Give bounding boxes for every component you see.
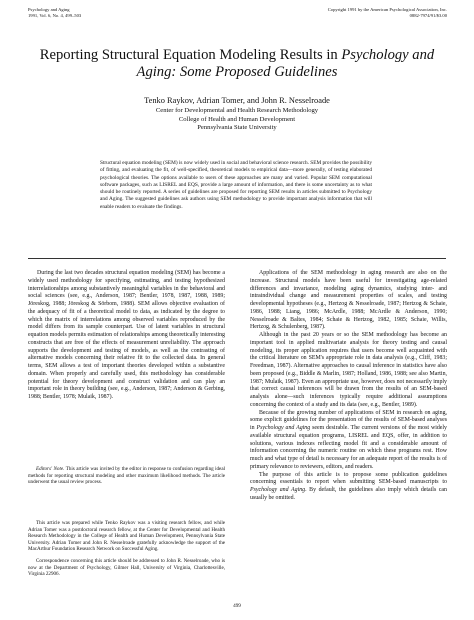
copyright-header [328,7,447,18]
article-title [20,47,454,81]
affiliation-line: College of Health and Human Development [178,115,296,123]
author-note [28,520,225,578]
body-paragraph: Although in the past 20 years or so the SEM methodology has become an important tool in applied multivariate analysis for theory testing and causal modeling, its proper application requires that users become well acquainted with the critical literature on SEM's appropriate role in data analysis (e.g., Cliff, 1983; Freedman, 1987). Alternative approaches to causal inference in statistics have also been proposed (e.g., Biddle & Marlin, 1987; Holland, 1986, 1988; see also Martin, 1987; Mulaik, 1987). Even an appropriate use, however, does not necessarily imply that correct causal inferences will be drawn from the results of an SEM-based analysis alone—such inferences typically require additional assumptions concerning the context of a study and its data (see, e.g., Bentler, 1989). [250,332,447,408]
title-subtitle: : Some Proposed Guidelines [171,64,338,80]
copyright-line: Copyright 1991 by the American Psychological Association, Inc. [327,7,447,12]
body-paragraph: Applications of the SEM methodology in aging research are also on the increase. Structural models have been useful for investigating age-related differences and invariance, modeling aging dynamics, studying inter- and intraindividual change and measurement properties of scales, and testing developmental hypotheses (e.g., Hertzog & Nesselroade, 1987; Hertzog & Schaie, 1986, 1988; Liang, 1986; McArdle, 1988; McArdle & Anderson, 1990; Nesselroade & Baltes, 1984; Schaie & Hertzog, 1982, 1985; Schaie, Willis, Hertzog, & Schulenberg, 1987). [250,270,447,331]
right-column [250,270,447,503]
journal-header [28,7,81,18]
divider [28,258,446,259]
paragraph-text: seem desirable. The current versions of the most widely available structural equation programs, LISREL and EQS, offer, in addition to solutions, various indexes reflecting model fit and a considerable amount of information concerning the numeric routine on which these programs rest. How much and what type of detail is necessary for an adequate report of the results is of primary relevance to reviewers, editors, and readers. [250,425,447,470]
journal-volume: 1991, Vol. 6, No. 4, 499–503 [28,12,82,18]
body-paragraph: During the last two decades structural equation modeling (SEM) has become a widely used methodology for specifying, estimating, and testing hypothesized interrelationships among substantively meaningful variables in the behavioral and social sciences (see, e.g., Anderson, 1987; Bentler, 1978, 1987, 1988, 1989; Jöreskog, 1988; Jöreskog & Sörbom, 1988). SEM allows objective evaluation of the adequacy of fit of a theoretical model to data, as indicated by the degree to which the matrix of interrelations among observed variables reproduced by the model differs from its sample counterpart. Use of latent variables in structural equation models permits estimation of relationships among theoretically interesting constructs that are free of the effects of measurement unreliability. The approach supports the development and testing of models, as well as the contrasting of alternative models concerning their relative fit to the collected data. In general terms, SEM allows a test of important theories developed within a substantive domain. When properly and carefully used, this methodology has considerable potential for theory development and construct validation and can play an important role in theory building (see, e.g., Anderson, 1987; Anderson & Gerbing, 1988; Bentler, 1978; Mulaik, 1987). [28,270,225,400]
paragraph-text: Because of the growing number of applications of SEM in research on aging, some explicit guidelines for the presentation of the results of SEM-based analyses in [250,409,447,431]
editors-note-label: Editors' Note. [36,466,65,472]
acknowledgment: This article was prepared while Tenko Raykov was a visiting research fellow, and while Adrian Tomer was a postdoctoral research fellow, at the Center for Developmental and Health Research Methodology in the College of Health and Human Development, Pennsylvania State University. Adrian Tomer and John R. Nesselroade gratefully acknowledge the support of the MacArthur Foundation Research Network on Successful Aging. [28,520,225,553]
affiliation-line: Pennsylvania State University [197,124,277,131]
author-list: Tenko Raykov, Adrian Tomer, and John R. Nesselroade [144,96,330,105]
journal-italic: Psychology and Aging [250,487,306,493]
abstract: Structural equation modeling (SEM) is now widely used in social and behavioral science research. SEM provides the possibility of fitting, and evaluating the fit, of well-specified, theoretical models to empirical data—more generally, of testing elaborated psychological theories. The options available to users of these approaches are many and varied. Popular SEM computational software packages, such as LISREL and EQS, provide a large amount of information, and there is some uncertainty as to what should be routinely reported. A series of guidelines are proposed for reporting SEM results in articles submitted to Psychology and Aging. The suggested guidelines ask authors using SEM methodology to provide important analysis information that will enable readers to evaluate the findings. [100,160,372,210]
title-text: Reporting Structural Equation Modeling Results in [39,47,342,63]
journal-name: Psychology and Aging [28,7,70,12]
correspondence: Correspondence concerning this article should be addressed to John R. Nesselroade, who is now at the Department of Psychology, Gilmer Hall, University of Virginia, Charlottesville, Virginia 22906. [28,557,225,578]
editors-note [28,466,225,486]
editors-note-text: This article was invited by the editor in response to confusion regarding ideal methods for reporting structural modeling and other maximum likelihood methods. The article underwent the usual review process. [28,466,225,486]
journal-italic: Psychology and Aging [256,425,311,431]
affiliation [20,107,454,133]
affiliation-line: Center for Developmental and Health Research Methodology [155,107,319,114]
title-journal-italic: Psychology and Aging [136,47,435,80]
paragraph-text: The purpose of this article is to propose some publication guidelines concerning essentials to report when submitting SEM-based manuscripts to [250,471,447,486]
body-paragraph [250,410,447,472]
page-number: 499 [233,603,241,609]
paragraph-text: . By default, the guidelines also imply which details can usually be omitted. [250,487,447,501]
left-column [28,270,225,578]
issn-line: 0882-7974/91/$3.00 [409,12,447,18]
body-paragraph [250,472,447,503]
